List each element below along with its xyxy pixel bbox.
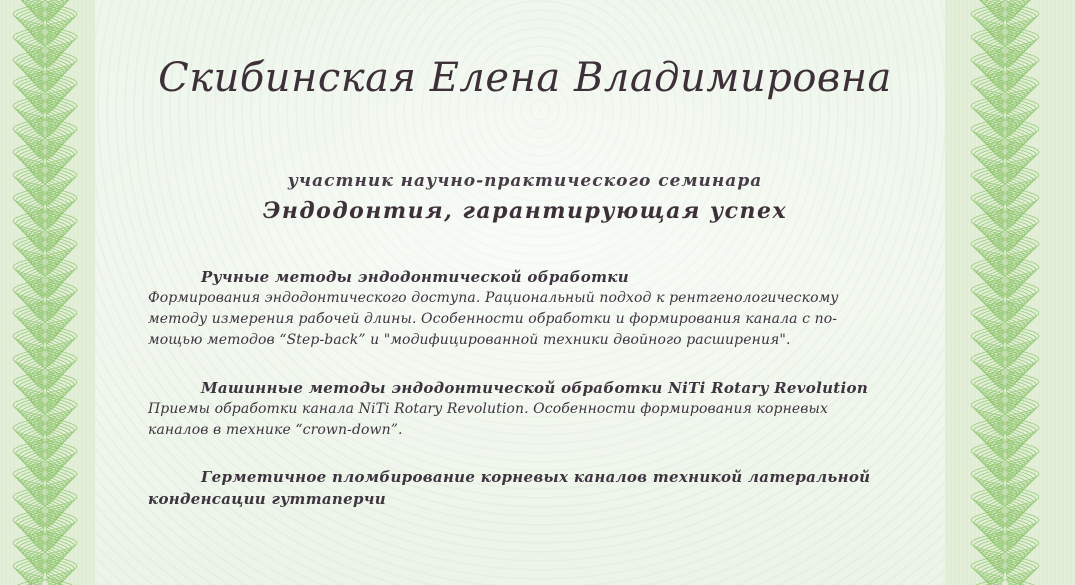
guilloche-pattern-left [0,0,95,585]
section-body-line: Формирования эндодонтического доступа. Рациональный подход к рентгенологическому [148,290,839,306]
program-section-manual-methods [148,266,888,351]
guilloche-pattern-right [945,0,1075,585]
section-heading: Ручные методы эндодонтической обработки [201,268,629,286]
certificate-text-area [120,0,930,585]
seminar-title: Эндодонтия, гарантирующая успех [262,198,788,224]
section-body-line: каналов в технике “crown-down”. [148,422,403,438]
right-decorative-border [945,0,1075,585]
program-section-rotary-methods [148,377,888,441]
recipient-name: Скибинская Елена Владимировна [158,55,892,101]
section-heading: Машинные методы эндодонтической обработки NiTi Rotary Revolution [201,379,869,397]
section-body-line: методу измерения рабочей длины. Особенности обработки и формирования канала с по- [148,311,838,327]
section-body-line: мощью методов “Step-back” и "модифицированной техники двойного расширения". [148,332,791,348]
participant-role: участник научно-практического семинара [287,171,763,191]
left-decorative-border [0,0,95,585]
section-heading: Герметичное пломбирование корневых каналов техникой латеральной [201,468,871,486]
program-section-obturation [148,466,888,510]
section-heading-continuation: конденсации гуттаперчи [148,490,386,508]
section-body-line: Приемы обработки канала NiTi Rotary Revolution. Особенности формирования корневых [148,401,829,417]
